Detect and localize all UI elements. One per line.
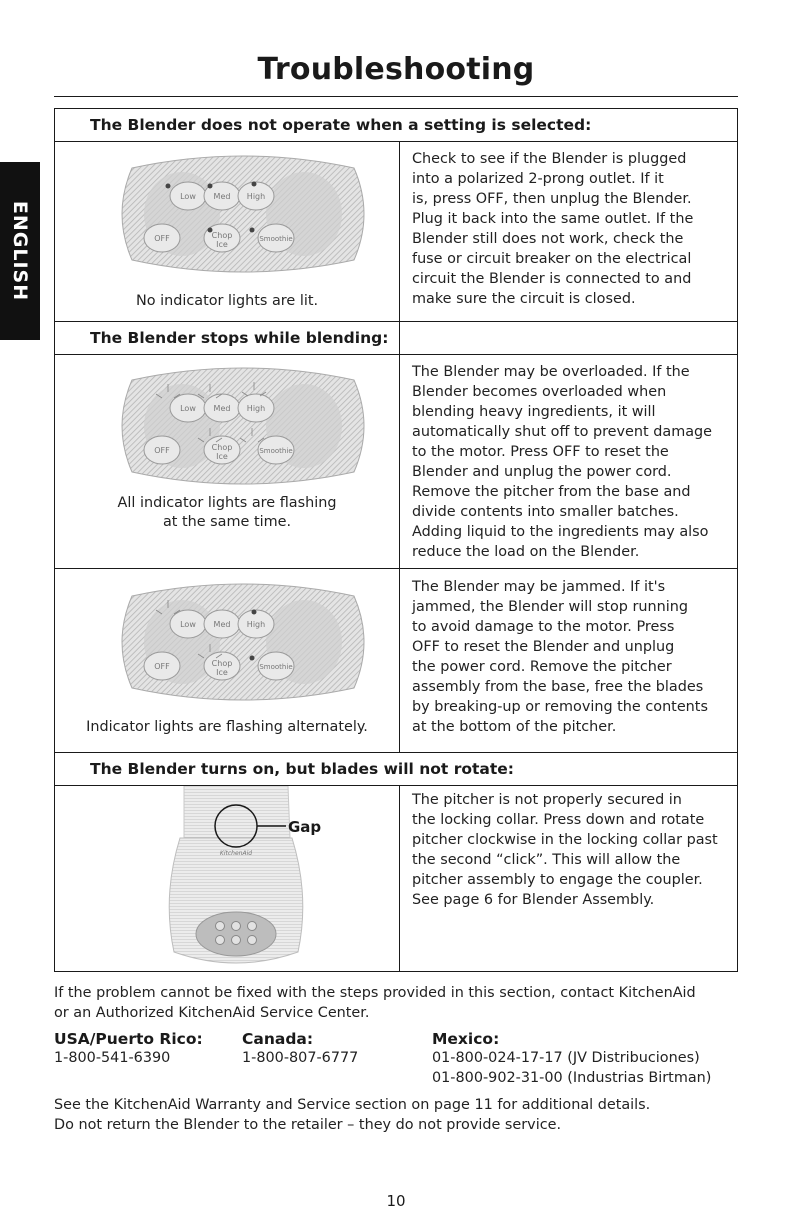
description-line: reduce the load on the Blender.	[412, 544, 640, 560]
row-rule	[54, 354, 738, 355]
phone-mexico-2: 01-800-902-31-00 (Industrias Birtman)	[432, 1070, 712, 1086]
description-line: to the motor. Press OFF to reset the	[412, 444, 669, 460]
row-rule	[54, 321, 738, 322]
brand-mark: KitchenAid	[219, 850, 253, 857]
description-line: the second “click”. This will allow the	[412, 852, 681, 868]
panel-label-high: High	[246, 404, 266, 413]
warranty-note-line: See the KitchenAid Warranty and Service section on page 11 for additional details.	[54, 1097, 651, 1113]
description-line: Remove the pitcher from the base and	[412, 484, 691, 500]
description-line: Blender becomes overloaded when	[412, 384, 667, 400]
contact-intro	[54, 984, 754, 1023]
panel-label-low: Low	[180, 620, 196, 629]
description-no-operation	[412, 149, 734, 309]
column-rule	[399, 141, 400, 321]
contact-intro-line: or an Authorized KitchenAid Service Center.	[54, 1004, 370, 1021]
column-rule	[399, 568, 400, 752]
control-panel-illustration	[112, 150, 374, 278]
caption-line: All indicator lights are flashing	[117, 495, 337, 511]
description-line: blending heavy ingredients, it will	[412, 404, 656, 420]
title-rule	[54, 96, 738, 97]
section-heading-blades-not-rotating: The Blender turns on, but blades will not rotate:	[90, 760, 515, 778]
caption-line: Indicator lights are flashing alternately.	[86, 719, 368, 735]
description-line: automatically shut off to prevent damage	[412, 424, 713, 440]
panel-label-chop: Chop	[211, 443, 233, 452]
description-line: pitcher clockwise in the locking collar past	[412, 832, 718, 848]
panel-label-smoothie: Smoothie	[259, 447, 293, 455]
description-line: jammed, the Blender will stop running	[412, 599, 689, 615]
description-line: Blender still does not work, check the	[412, 231, 684, 247]
panel-label-ice: Ice	[216, 240, 228, 249]
contact-label-canada: Canada:	[242, 1030, 314, 1048]
contact-label-usa: USA/Puerto Rico:	[54, 1030, 203, 1048]
control-panel-illustration	[112, 362, 374, 490]
description-line: Check to see if the Blender is plugged	[412, 151, 687, 167]
column-rule	[399, 354, 400, 568]
description-line: to avoid damage to the motor. Press	[412, 619, 675, 635]
description-line: The pitcher is not properly secured in	[412, 792, 682, 808]
description-not-secured	[412, 790, 734, 910]
caption-all-flashing	[60, 494, 394, 532]
phone-mexico-1: 01-800-024-17-17 (JV Distribuciones)	[432, 1050, 700, 1066]
row-rule	[54, 568, 738, 569]
description-line: pitcher assembly to engage the coupler.	[412, 872, 703, 888]
description-line: divide contents into smaller batches.	[412, 504, 679, 520]
description-overloaded	[412, 362, 734, 562]
panel-label-med: Med	[213, 620, 231, 629]
panel-label-chop: Chop	[211, 231, 233, 240]
description-line: The Blender may be overloaded. If the	[412, 364, 690, 380]
phone-canada: 1-800-807-6777	[242, 1050, 359, 1066]
page-title: Troubleshooting	[257, 52, 535, 87]
description-line: make sure the circuit is closed.	[412, 291, 636, 307]
caption-no-lights	[60, 292, 394, 311]
description-line: OFF to reset the Blender and unplug	[412, 639, 675, 655]
panel-label-low: Low	[180, 404, 196, 413]
phone-usa: 1-800-541-6390	[54, 1050, 171, 1066]
caption-line: No indicator lights are lit.	[135, 293, 319, 309]
section-heading-stops-blending: The Blender stops while blending:	[90, 329, 389, 347]
panel-label-off: OFF	[154, 234, 170, 243]
contact-label-mexico: Mexico:	[432, 1030, 500, 1048]
page-number: 10	[386, 1192, 406, 1210]
gap-label: Gap	[288, 818, 322, 836]
panel-label-smoothie: Smoothie	[259, 663, 293, 671]
description-line: the power cord. Remove the pitcher	[412, 659, 672, 675]
control-panel-illustration	[112, 578, 374, 706]
contact-intro-line: If the problem cannot be fixed with the steps provided in this section, contact KitchenAid	[54, 985, 696, 1001]
caption-line: at the same time.	[162, 514, 292, 530]
panel-label-low: Low	[180, 192, 196, 201]
description-line: is, press OFF, then unplug the Blender.	[412, 191, 692, 207]
description-line: See page 6 for Blender Assembly.	[412, 892, 655, 908]
description-line: Adding liquid to the ingredients may also	[412, 524, 709, 540]
panel-label-high: High	[246, 620, 266, 629]
panel-label-high: High	[246, 192, 266, 201]
panel-label-off: OFF	[154, 662, 170, 671]
panel-label-med: Med	[213, 404, 231, 413]
caption-alternate-flashing	[60, 718, 394, 737]
description-line: assembly from the base, free the blades	[412, 679, 704, 695]
panel-label-chop: Chop	[211, 659, 233, 668]
description-line: fuse or circuit breaker on the electrical	[412, 251, 692, 267]
warranty-note-line: Do not return the Blender to the retailer – they do not provide service.	[54, 1116, 562, 1133]
warranty-note	[54, 1096, 754, 1135]
description-jammed	[412, 577, 734, 737]
language-tab	[0, 162, 40, 340]
description-line: The Blender may be jammed. If it's	[412, 579, 666, 595]
column-rule	[399, 785, 400, 972]
language-tab-label: ENGLISH	[9, 200, 31, 302]
row-rule	[54, 141, 738, 142]
column-rule	[399, 321, 400, 354]
panel-label-off: OFF	[154, 446, 170, 455]
description-line: circuit the Blender is connected to and	[412, 271, 692, 287]
description-line: Plug it back into the same outlet. If the	[412, 211, 694, 227]
panel-label-ice: Ice	[216, 668, 228, 677]
panel-label-med: Med	[213, 192, 231, 201]
panel-label-smoothie: Smoothie	[259, 235, 293, 243]
description-line: by breaking-up or removing the contents	[412, 699, 708, 715]
description-line: the locking collar. Press down and rotate	[412, 812, 705, 828]
description-line: into a polarized 2-prong outlet. If it	[412, 171, 664, 187]
panel-label-ice: Ice	[216, 452, 228, 461]
description-line: at the bottom of the pitcher.	[412, 719, 617, 735]
blender-base-illustration	[150, 786, 350, 970]
section-heading-no-operation: The Blender does not operate when a setting is selected:	[90, 116, 592, 134]
row-rule	[54, 752, 738, 753]
description-line: Blender and unplug the power cord.	[412, 464, 672, 480]
